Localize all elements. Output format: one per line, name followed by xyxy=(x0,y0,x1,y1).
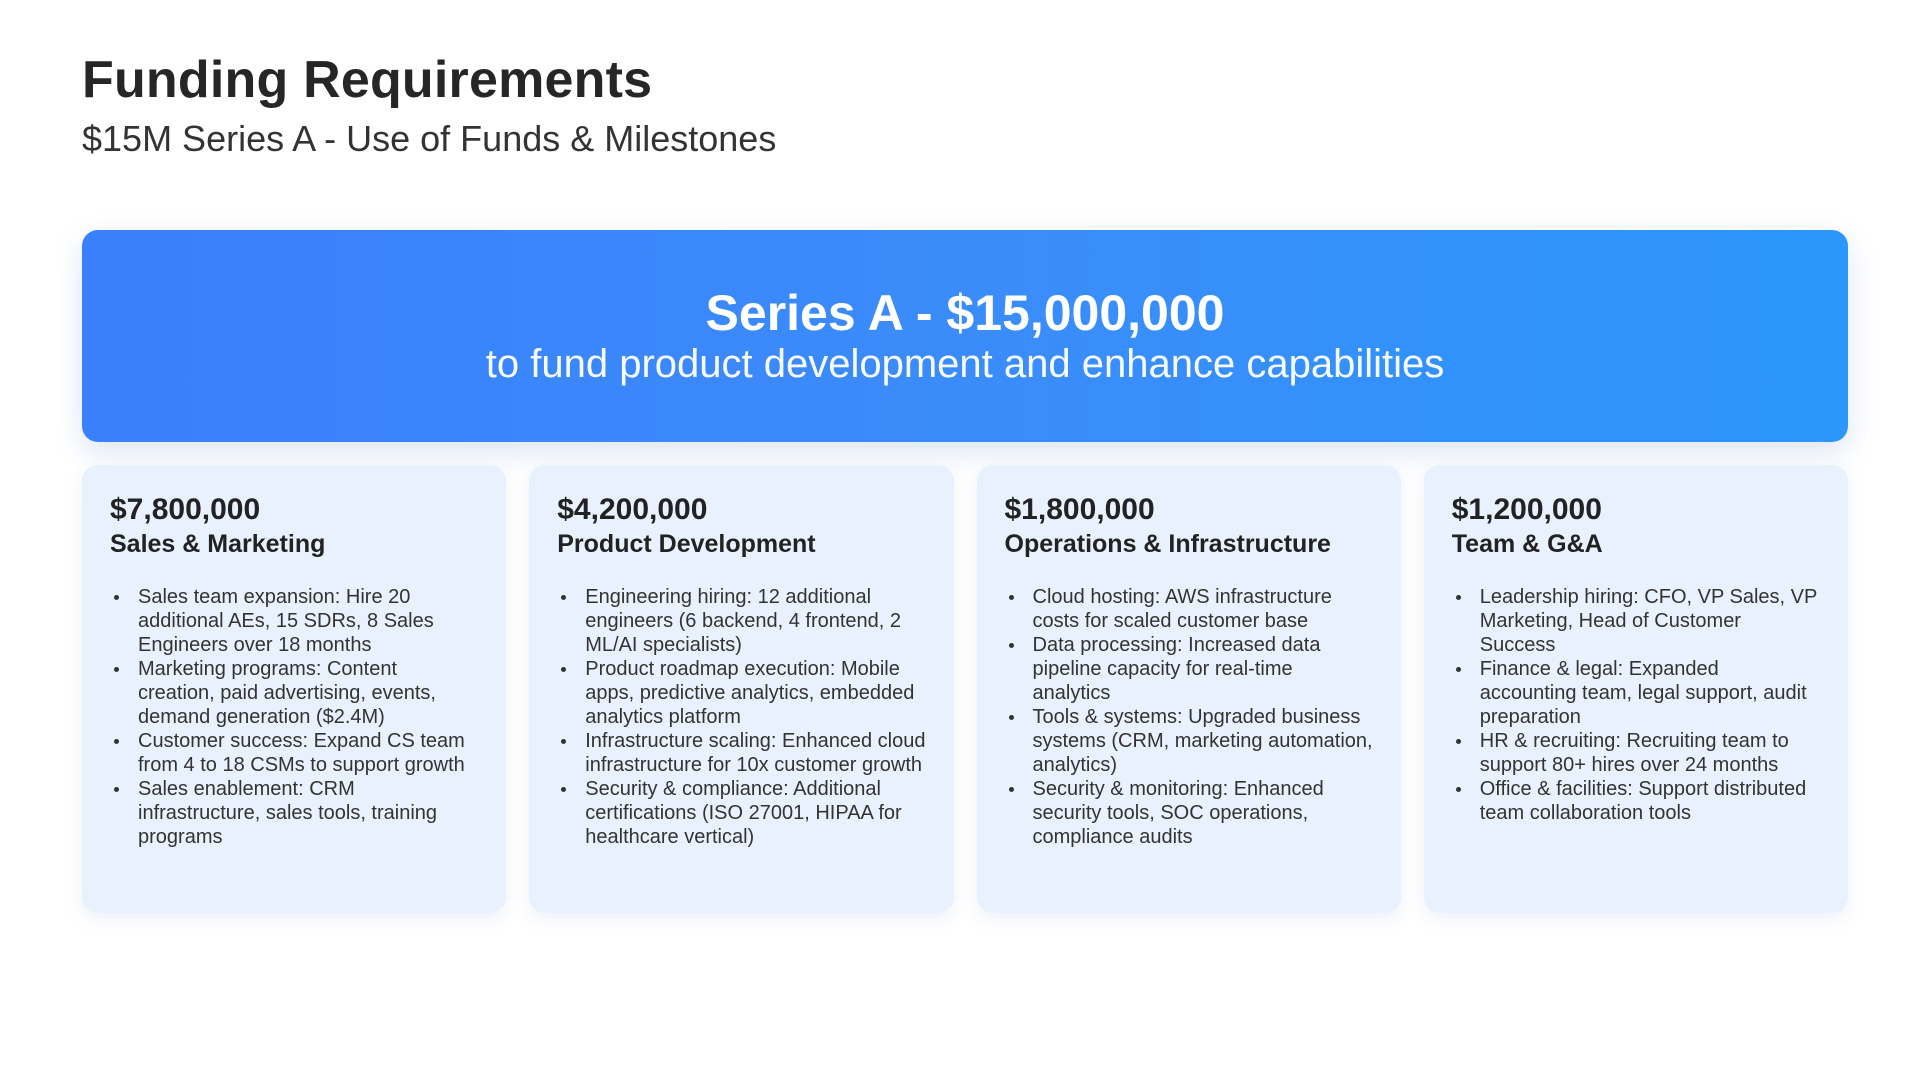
list-item: Customer success: Expand CS team from 4 to 18 CSMs to support growth xyxy=(138,729,478,777)
list-item: Infrastructure scaling: Enhanced cloud infrastructure for 10x customer growth xyxy=(585,730,926,776)
card-bullet-list xyxy=(1452,585,1820,825)
list-item: Leadership hiring: CFO, VP Sales, VP Marketing, Head of Customer Success xyxy=(1480,585,1820,657)
card-team-ga xyxy=(1424,465,1848,913)
card-product-development xyxy=(529,465,953,913)
list-item: Engineering hiring: 12 additional engineers (6 backend, 4 frontend, 2 ML/AI specialists) xyxy=(585,585,925,657)
card-label: Sales & Marketing xyxy=(110,530,326,558)
card-operations-infrastructure xyxy=(977,465,1401,913)
list-item: HR & recruiting: Recruiting team to support 80+ hires over 24 months xyxy=(1480,729,1820,777)
list-item: Data processing: Increased data pipeline capacity for real-time analytics xyxy=(1033,633,1373,705)
page-subtitle: $15M Series A - Use of Funds & Milestones xyxy=(82,118,777,159)
list-item: Security & monitoring: Enhanced security tools, SOC operations, compliance audits xyxy=(1033,777,1373,849)
list-item: Tools & systems: Upgraded business systems (CRM, marketing automation, analytics) xyxy=(1032,706,1373,776)
card-label: Product Development xyxy=(557,530,816,558)
list-item: Cloud hosting: AWS infrastructure costs for scaled customer base xyxy=(1033,585,1373,633)
series-a-banner xyxy=(82,230,1848,442)
list-item: Office & facilities: Support distributed team collaboration tools xyxy=(1480,777,1820,825)
card-bullet-list xyxy=(110,585,478,849)
banner-subtitle: to fund product development and enhance capabilities xyxy=(485,342,1445,386)
card-sales-marketing xyxy=(82,465,506,913)
list-item: Security & compliance: Additional certifications (ISO 27001, HIPAA for healthcare vertical) xyxy=(585,777,925,849)
list-item: Sales enablement: CRM infrastructure, sales tools, training programs xyxy=(138,777,478,849)
card-bullet-list xyxy=(1005,585,1373,849)
fund-allocation-cards xyxy=(82,465,1848,913)
list-item: Sales team expansion: Hire 20 additional AEs, 15 SDRs, 8 Sales Engineers over 18 months xyxy=(138,585,478,657)
list-item: Product roadmap execution: Mobile apps, predictive analytics, embedded analytics platform xyxy=(585,657,925,729)
card-amount: $4,200,000 xyxy=(557,493,708,526)
page-title: Funding Requirements xyxy=(82,51,653,109)
card-bullet-list xyxy=(557,585,925,849)
list-item: Marketing programs: Content creation, paid advertising, events, demand generation ($2.4M) xyxy=(138,657,478,729)
card-amount: $1,200,000 xyxy=(1451,493,1602,526)
banner-title: Series A - $15,000,000 xyxy=(705,285,1225,341)
list-item: Finance & legal: Expanded accounting team, legal support, audit preparation xyxy=(1480,657,1820,729)
card-label: Team & G&A xyxy=(1451,530,1603,558)
card-amount: $1,800,000 xyxy=(1004,493,1155,526)
card-label: Operations & Infrastructure xyxy=(1004,530,1331,558)
card-amount: $7,800,000 xyxy=(110,493,261,526)
